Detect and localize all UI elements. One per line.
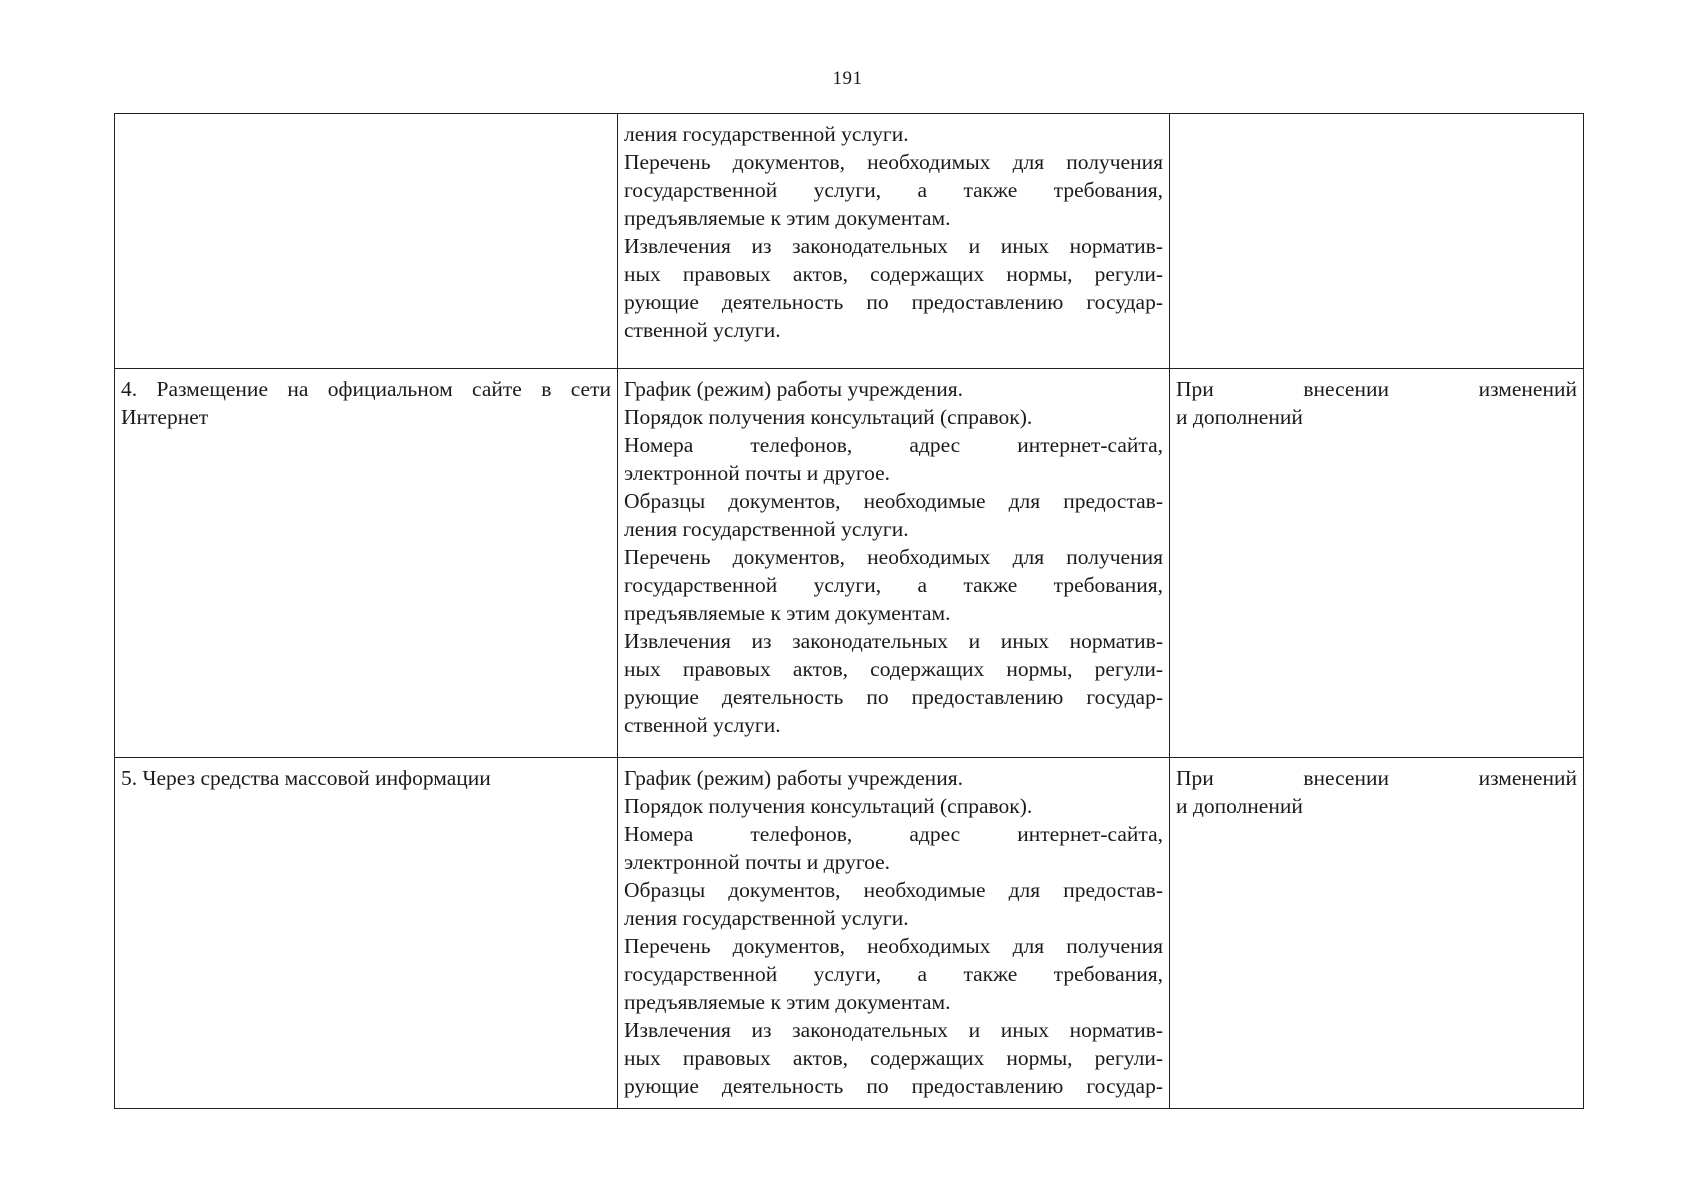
- content-cell: [618, 369, 1170, 758]
- text-line: Перечень документов, необходимых для получения: [624, 545, 1163, 569]
- text-line: Номера телефонов, адрес интернет-сайта,: [624, 433, 1163, 457]
- text-line: и дополнений: [1176, 405, 1303, 429]
- text-line: рующие деятельность по предоставлению государ-: [624, 1074, 1163, 1098]
- text-line: Образцы документов, необходимые для предостав-: [624, 878, 1163, 902]
- text-line: ления государственной услуги.: [624, 122, 909, 146]
- text-line: ственной услуги.: [624, 713, 781, 737]
- text-line: ных правовых актов, содержащих нормы, регули-: [624, 1046, 1163, 1070]
- table-row: [115, 758, 1584, 1109]
- update-cell: [1170, 369, 1584, 758]
- text-line: государственной услуги, а также требования,: [624, 178, 1163, 202]
- text-line: электронной почты и другое.: [624, 850, 891, 874]
- text-line: 5. Через средства массовой информации: [121, 766, 491, 790]
- text-line: предъявляемые к этим документам.: [624, 601, 951, 625]
- text-line: предъявляемые к этим документам.: [624, 206, 951, 230]
- content-cell: [618, 758, 1170, 1109]
- text-line: График (режим) работы учреждения.: [624, 377, 963, 401]
- text-line: Порядок получения консультаций (справок).: [624, 405, 1033, 429]
- text-line: График (режим) работы учреждения.: [624, 766, 963, 790]
- text-line: Порядок получения консультаций (справок).: [624, 794, 1033, 818]
- method-cell: [115, 369, 618, 758]
- text-line: ления государственной услуги.: [624, 517, 909, 541]
- method-cell: [115, 758, 618, 1109]
- content-cell: [618, 114, 1170, 369]
- text-line: ных правовых актов, содержащих нормы, регули-: [624, 657, 1163, 681]
- text-line: государственной услуги, а также требования,: [624, 962, 1163, 986]
- info-table: [114, 113, 1584, 1109]
- text-line: Извлечения из законодательных и иных норматив-: [624, 629, 1163, 653]
- text-line: При внесении изменений: [1176, 766, 1577, 790]
- text-line: Извлечения из законодательных и иных норматив-: [624, 234, 1163, 258]
- text-line: Образцы документов, необходимые для предостав-: [624, 489, 1163, 513]
- text-line: предъявляемые к этим документам.: [624, 990, 951, 1014]
- text-line: государственной услуги, а также требования,: [624, 573, 1163, 597]
- text-line: ления государственной услуги.: [624, 906, 909, 930]
- text-line: рующие деятельность по предоставлению государ-: [624, 685, 1163, 709]
- text-line: Интернет: [121, 405, 209, 429]
- table-row: [115, 114, 1584, 369]
- text-line: электронной почты и другое.: [624, 461, 891, 485]
- update-cell: [1170, 114, 1584, 369]
- text-line: Номера телефонов, адрес интернет-сайта,: [624, 822, 1163, 846]
- table-row: [115, 369, 1584, 758]
- method-cell: [115, 114, 618, 369]
- text-line: Перечень документов, необходимых для получения: [624, 934, 1163, 958]
- page-number: 191: [832, 68, 863, 89]
- text-line: Извлечения из законодательных и иных норматив-: [624, 1018, 1163, 1042]
- update-cell: [1170, 758, 1584, 1109]
- text-line: ных правовых актов, содержащих нормы, регули-: [624, 262, 1163, 286]
- text-line: ственной услуги.: [624, 318, 781, 342]
- text-line: 4. Размещение на официальном сайте в сети: [121, 377, 611, 401]
- text-line: рующие деятельность по предоставлению государ-: [624, 290, 1163, 314]
- text-line: Перечень документов, необходимых для получения: [624, 150, 1163, 174]
- text-line: и дополнений: [1176, 794, 1303, 818]
- text-line: При внесении изменений: [1176, 377, 1577, 401]
